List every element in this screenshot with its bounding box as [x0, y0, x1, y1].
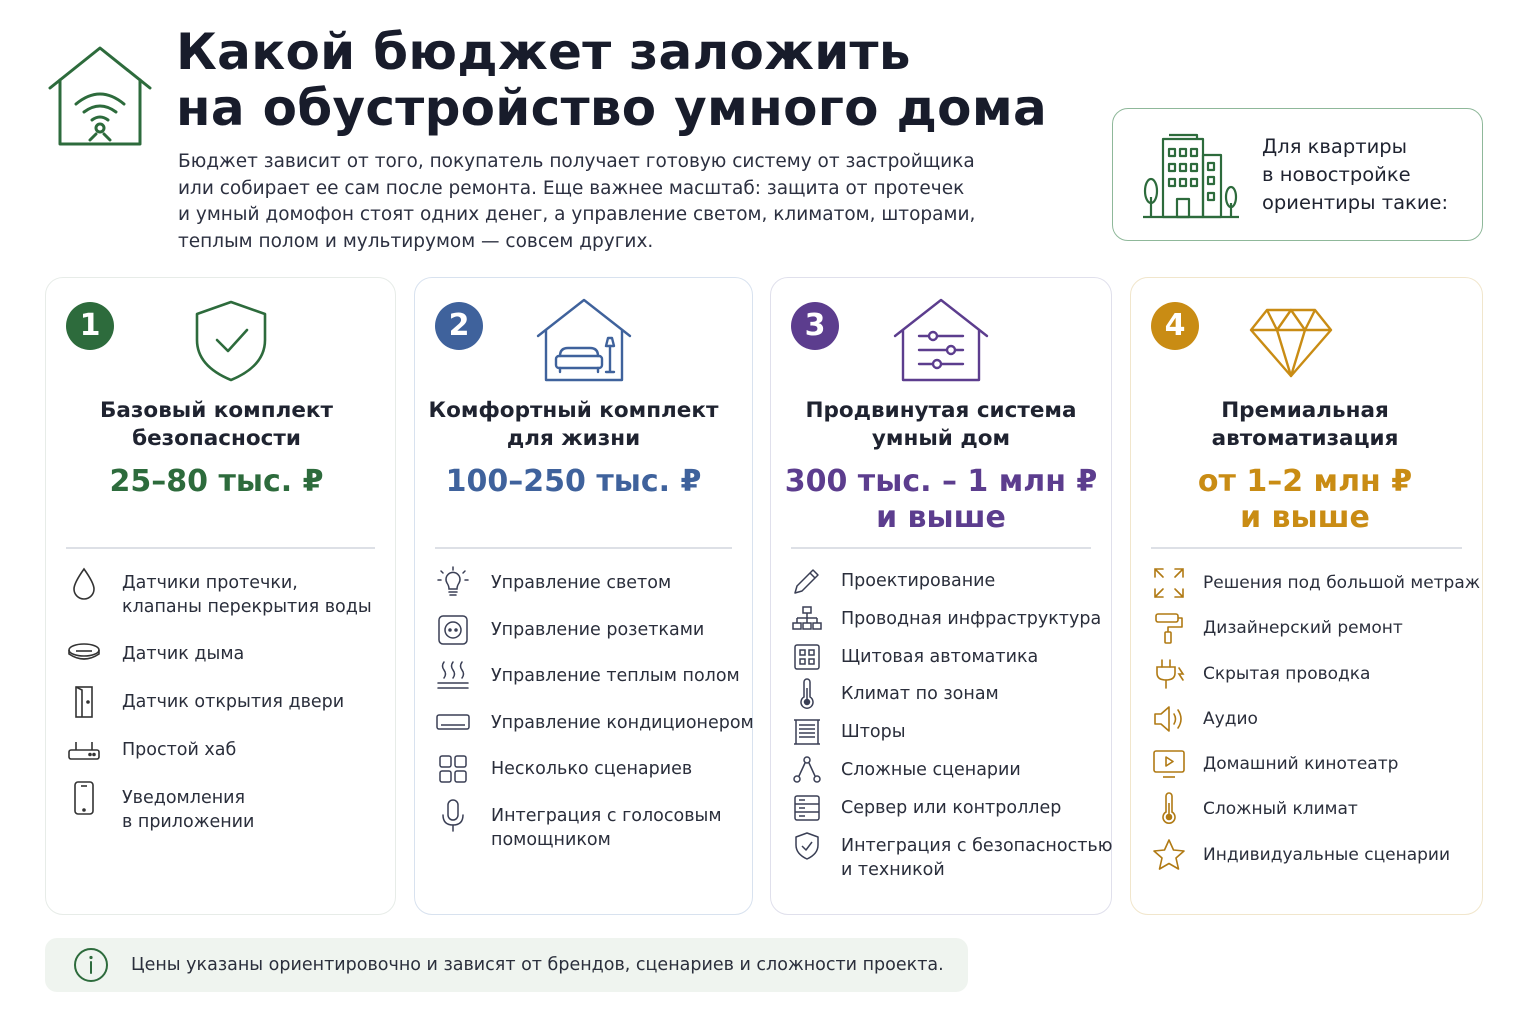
electrical-panel-icon: [791, 641, 823, 673]
house-sliders-icon: [889, 296, 993, 384]
feature-item: Решения под большой метраж: [1151, 565, 1472, 610]
hub-router-icon: [66, 732, 102, 768]
tier-number-badge: 2: [435, 302, 483, 350]
footnote-text: Цены указаны ориентировочно и зависят от брендов, сценариев и сложности проекта.: [131, 955, 944, 975]
smoke-detector-icon: [66, 636, 102, 672]
grid-scenes-icon: [435, 751, 471, 787]
air-conditioner-icon: [435, 705, 471, 741]
feature-item: Дизайнерский ремонт: [1151, 610, 1472, 655]
tv-play-icon: [1151, 746, 1187, 782]
feature-list: [791, 565, 1113, 880]
feature-item: Сервер или контроллер: [791, 792, 1101, 830]
thermometer-icon: [1151, 791, 1187, 827]
water-drop-icon: [66, 565, 102, 601]
feature-item: Датчики протечки, клапаны перекрытия воды: [66, 565, 385, 636]
feature-item: Домашний кинотеатр: [1151, 746, 1472, 791]
tier-price: 100–250 тыс. ₽: [445, 464, 702, 499]
tier-card-advanced: [770, 277, 1112, 915]
feature-item: Уведомления в приложении: [66, 780, 385, 851]
apartment-building-icon: [1139, 131, 1243, 221]
expand-arrows-icon: [1151, 565, 1187, 601]
network-tree-icon: [791, 603, 823, 635]
feature-item: Шторы: [791, 716, 1101, 754]
nodes-icon: [791, 754, 823, 786]
intro-paragraph: Бюджет зависит от того, покупатель получает готовую систему от застройщика или собирает ее сам после ремонта. Еще важнее масштаб: защита от протечек и умный домофон стоят одних денег, а управление светом, климатом, шторами, теплым полом и мультирумом — совсем других.: [178, 151, 976, 252]
diamond-icon: [1239, 296, 1343, 384]
light-bulb-icon: [435, 565, 471, 601]
divider: [1151, 547, 1462, 549]
tier-price: 25–80 тыс. ₽: [109, 464, 324, 499]
feature-item: Управление светом: [435, 565, 742, 612]
feature-item: Сложные сценарии: [791, 754, 1101, 792]
tier-name: Комфортный комплект для жизни: [428, 398, 719, 451]
feature-item: Скрытая проводка: [1151, 656, 1472, 701]
feature-item: Управление кондиционером: [435, 705, 742, 752]
smartphone-icon: [66, 780, 102, 816]
microphone-icon: [435, 798, 471, 834]
smart-home-logo-icon: [46, 44, 154, 150]
tier-number-badge: 1: [66, 302, 114, 350]
feature-item: Интеграция с голосовым помощником: [435, 798, 742, 845]
feature-item: Проводная инфраструктура: [791, 603, 1101, 641]
tier-number-badge: 3: [791, 302, 839, 350]
feature-item: Проектирование: [791, 565, 1101, 603]
feature-item: Простой хаб: [66, 732, 385, 780]
divider: [791, 547, 1091, 549]
info-icon: [73, 947, 109, 983]
feature-item: Сложный климат: [1151, 791, 1472, 836]
note-line: Для квартиры: [1262, 135, 1408, 158]
blinds-icon: [791, 716, 823, 748]
note-line: в новостройке: [1262, 163, 1411, 186]
star-icon: [1151, 837, 1187, 873]
shield-check-icon: [179, 296, 283, 384]
divider: [435, 547, 732, 549]
feature-item: Климат по зонам: [791, 678, 1101, 716]
speaker-icon: [1151, 701, 1187, 737]
tier-name: Премиальная автоматизация: [1211, 398, 1399, 451]
tier-price: 300 тыс. – 1 млн ₽ и выше: [784, 464, 1098, 535]
thermometer-icon: [791, 678, 823, 710]
feature-item: Датчик открытия двери: [66, 684, 385, 732]
heated-floor-icon: [435, 658, 471, 694]
feature-list: [66, 565, 385, 851]
shield-check-small-icon: [791, 830, 823, 862]
server-icon: [791, 792, 823, 824]
pencil-icon: [791, 565, 823, 597]
tier-name: Базовый комплект безопасности: [100, 398, 333, 451]
divider: [66, 547, 375, 549]
tier-price: от 1–2 млн ₽ и выше: [1197, 464, 1413, 535]
note-line: ориентиры такие:: [1262, 191, 1449, 214]
house-sofa-lamp-icon: [532, 296, 636, 384]
plug-icon: [1151, 656, 1187, 692]
feature-item: Управление теплым полом: [435, 658, 742, 705]
feature-item: Щитовая автоматика: [791, 641, 1101, 679]
tier-name: Продвинутая система умный дом: [805, 398, 1077, 451]
feature-list: [1151, 565, 1481, 882]
feature-item: Датчик дыма: [66, 636, 385, 684]
apartment-note-card: [1112, 108, 1483, 241]
feature-item: Индивидуальные сценарии: [1151, 837, 1472, 882]
door-icon: [66, 684, 102, 720]
footnote-bar: [45, 938, 968, 992]
feature-item: Управление розетками: [435, 612, 742, 659]
feature-item: Аудио: [1151, 701, 1472, 746]
paint-roller-icon: [1151, 610, 1187, 646]
power-socket-icon: [435, 612, 471, 648]
feature-item: Интеграция с безопасностью и техникой: [791, 830, 1101, 868]
feature-item: Несколько сценариев: [435, 751, 742, 798]
tier-card-comfort: [414, 277, 753, 915]
tier-card-basic: [45, 277, 396, 915]
feature-list: [435, 565, 754, 850]
tier-number-badge: 4: [1151, 302, 1199, 350]
tier-card-premium: [1130, 277, 1483, 915]
page-title: Какой бюджет заложить на обустройство умного дома: [176, 23, 1048, 137]
